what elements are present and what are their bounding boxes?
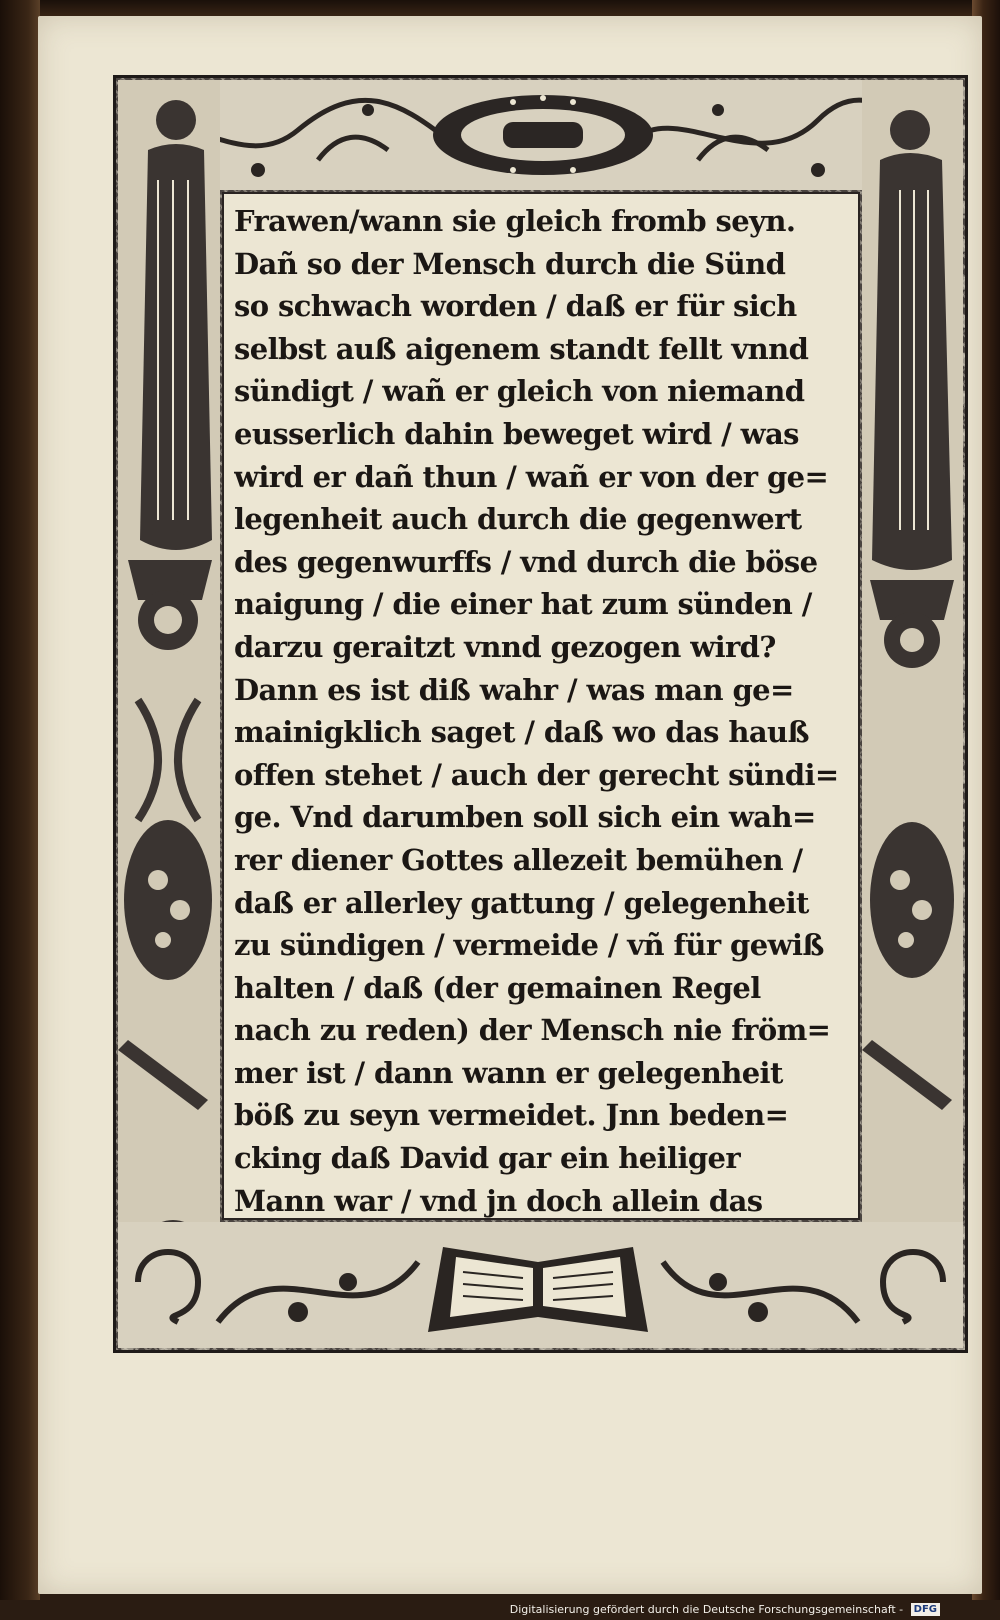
text-line: eusserlich dahin beweget wird / was [234,416,799,451]
credit-text: Digitalisierung gefördert durch die Deutsche Forschungsgemeinschaft - [509,1602,904,1616]
text-line: Dann es ist diß wahr / was man ge= [234,672,794,707]
text-line: darzu geraitzt vnnd gezogen wird? [234,629,776,664]
page-text-block [222,192,860,1220]
text-line: zu sündigen / vermeide / vñ für gewiß [234,928,824,963]
text-line: selbst auß aigenem standt fellt vnnd [234,331,809,366]
text-line: mainigklich saget / daß wo das hauß [234,715,809,750]
digitization-credit [510,1603,940,1617]
text-line: rer diener Gottes allezeit bemühen / [234,842,803,877]
text-line: daß er allerley gattung / gelegenheit [234,885,809,920]
text-line: halten / daß (der gemainen Regel [234,970,761,1005]
text-line: Frawen/wann sie gleich fromb seyn. [234,204,796,238]
text-line: nach zu reden) der Mensch nie fröm= [234,1013,831,1048]
text-line: Dañ so der Mensch durch die Sünd [234,246,786,281]
right-figure-border [862,80,963,1348]
text-line: naigung / die einer hat zum sünden / [234,587,812,622]
top-ornament-border [118,80,963,190]
text-line: ge. Vnd darumben soll sich ein wah= [234,800,816,835]
text-line: cking daß David gar ein heiliger [234,1141,741,1176]
text-line: böß zu seyn vermeidet. Jnn beden= [234,1098,789,1133]
text-line: legenheit auch durch die gegenwert [234,502,802,537]
text-line: wird er dañ thun / wañ er von der ge= [234,459,829,494]
text-line: Mann war / vnd jn doch allein das [234,1183,763,1218]
text-line: sündigt / wañ er gleich von niemand [234,374,805,409]
left-figure-border [118,80,220,1348]
book-cover-left [0,0,40,1600]
text-line: des gegenwurffs / vnd durch die böse [234,544,818,579]
text-line: offen stehet / auch der gerecht sündi= [234,757,839,792]
text-line: so schwach worden / daß er für sich [234,289,797,324]
bottom-ornament-border [118,1222,963,1348]
text-line: mer ist / dann wann er gelegenheit [234,1055,783,1090]
dfg-logo: DFG [911,1603,940,1616]
